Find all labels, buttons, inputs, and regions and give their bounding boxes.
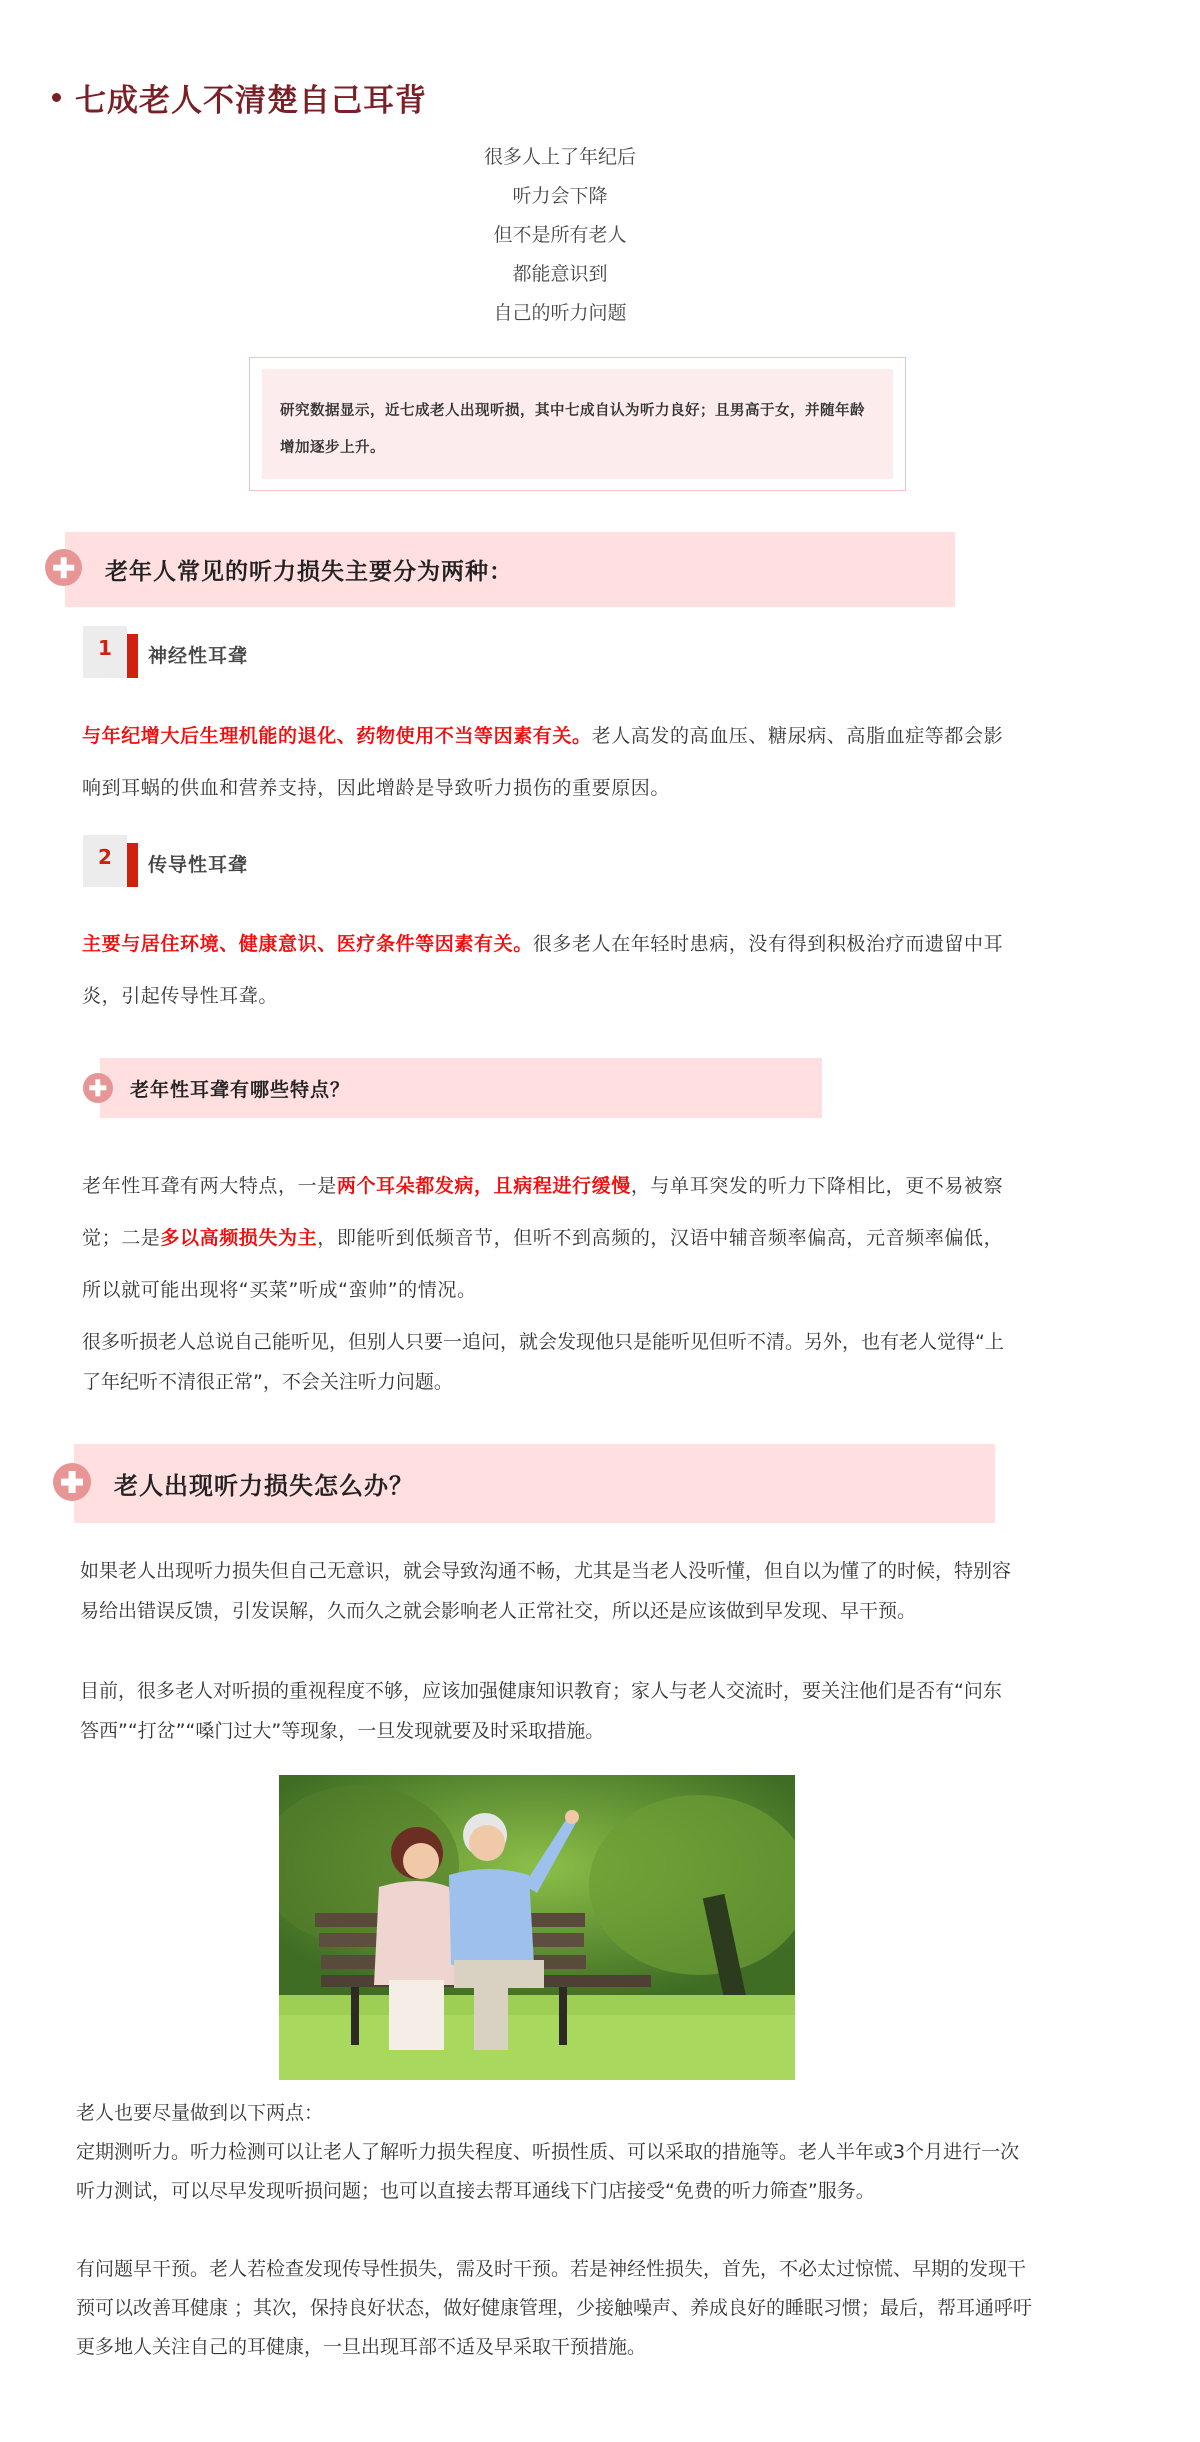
plus-circle-icon: [53, 1463, 91, 1501]
number-badge: 1: [83, 626, 127, 678]
subheading-conductive-deafness: [83, 835, 248, 887]
section-title: 老年人常见的听力损失主要分为两种：: [105, 559, 513, 585]
paragraph-characteristics: [82, 1160, 1022, 1316]
section-header-hearing-loss-types: [65, 532, 955, 607]
intro-line: 自己的听力问题: [493, 302, 627, 324]
plus-circle-icon: [45, 549, 82, 586]
highlight-text: 多以高频损失为主: [160, 1227, 318, 1249]
paragraph-conductive-deafness: [82, 918, 1022, 1022]
tip-early-intervention: 有问题早干预。老人若检查发现传导性损失，需及时干预。若是神经性损失，首先，不必太过惊慌、早期的发现干预可以改善耳健康 ；其次，保持良好状态，做好健康管理，少接触噪声、养成良好的睡眠习惯；最后，帮耳通呼吁更多地人关注自己的耳健康，一旦出现耳部不适及早采取干预措施。: [76, 2258, 1033, 2358]
section-title: 老年性耳聋有哪些特点？: [130, 1078, 351, 1101]
body-text: ，与单耳突发的听力下降相比，更不易被察觉；二是: [82, 1175, 1004, 1249]
intro-line: 听力会下降: [512, 185, 608, 207]
bullet-dot-icon: [52, 93, 61, 102]
subheading-label: 传导性耳聋: [148, 854, 249, 876]
body-text: 老人高发的高血压、糖尿病、高脂血症等都会影响到耳蜗的供血和营养支持，因此增龄是导致听力损伤的重要原因。: [82, 725, 1004, 799]
body-text: 老年性耳聋有两大特点，一是: [82, 1175, 337, 1197]
park-bench-illustration: [279, 1775, 795, 2080]
intro-lines: [0, 138, 1120, 333]
highlight-text: 两个耳朵都发病，且病程进行缓慢: [336, 1175, 631, 1197]
red-accent-bar: [127, 634, 138, 678]
tips-intro: 老人也要尽量做到以下两点：: [76, 2102, 324, 2124]
highlight-text: 与年纪增大后生理机能的退化、药物使用不当等因素有关。: [82, 725, 592, 747]
section-title: 老人出现听力损失怎么办？: [114, 1472, 414, 1500]
paragraph-neural-deafness: [82, 710, 1022, 814]
research-note-box: [249, 357, 906, 491]
article-title-text: 七成老人不清楚自己耳背: [75, 83, 427, 119]
elderly-couple-photo: [279, 1775, 795, 2080]
subheading-neural-deafness: [83, 626, 248, 678]
intro-line: 都能意识到: [512, 263, 608, 285]
section-header-what-to-do: [74, 1444, 995, 1523]
highlight-text: 主要与居住环境、健康意识、医疗条件等因素有关。: [82, 933, 533, 955]
paragraph-family-attention: 目前，很多老人对听损的重视程度不够，应该加强健康知识教育；家人与老人交流时，要关注他们是否有“问东答西”“打岔”“嗓门过大”等现象，一旦发现就要及时采取措施。: [80, 1680, 1002, 1742]
paragraph-cannot-hear-clearly: 很多听损老人总说自己能听见，但别人只要一追问，就会发现他只是能听见但听不清。另外，也有老人觉得“上了年纪听不清很正常”，不会关注听力问题。: [82, 1331, 1004, 1393]
research-note-text: 研究数据显示，近七成老人出现听损，其中七成自认为听力良好；且男高于女，并随年龄增加逐步上升。: [262, 369, 893, 479]
tip-regular-hearing-test: 定期测听力。听力检测可以让老人了解听力损失程度、听损性质、可以采取的措施等。老人半年或3个月进行一次听力测试，可以尽早发现听损问题；也可以直接去帮耳通线下门店接受“免费的听力筛查”服务。: [76, 2141, 1020, 2202]
body-text: 很多老人在年轻时患病，没有得到积极治疗而遗留中耳炎，引起传导性耳聋。: [82, 933, 1004, 1007]
body-text: ，即能听到低频音节，但听不到高频的，汉语中辅音频率偏高，元音频率偏低，所以就可能出现将“买菜”听成“蛮帅”的情况。: [82, 1227, 1004, 1301]
intro-line: 很多人上了年纪后: [483, 146, 636, 168]
number-badge: 2: [83, 835, 127, 887]
section-header-characteristics: [100, 1058, 822, 1118]
red-accent-bar: [127, 843, 138, 887]
article-title: [52, 75, 427, 120]
plus-circle-icon: [83, 1073, 113, 1103]
subheading-label: 神经性耳聋: [148, 645, 249, 667]
intro-line: 但不是所有老人: [493, 224, 627, 246]
paragraph-early-detection: 如果老人出现听力损失但自己无意识，就会导致沟通不畅，尤其是当老人没听懂，但自以为懂了的时候，特别容易给出错误反馈，引发误解，久而久之就会影响老人正常社交，所以还是应该做到早发现、早干预。: [80, 1560, 1012, 1622]
